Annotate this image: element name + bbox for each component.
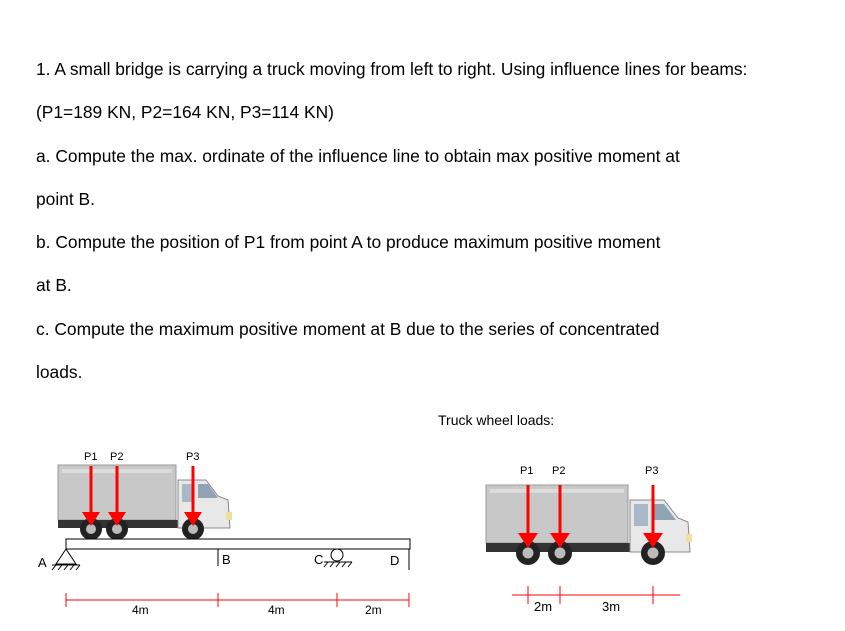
beam-truck [58,465,232,540]
part-a-line-1: a. Compute the max. ordinate of the influence line to obtain max positive moment at [36,146,680,166]
part-c-line-2: loads. [36,362,83,382]
part-b-line-2: at B. [36,275,72,295]
part-a-line-2: point B. [36,189,95,209]
part-b-line-1: b. Compute the position of P1 from point A to produce maximum positive moment [36,232,661,252]
truck-spacing-p2-p3: 3m [602,599,621,614]
span-label-ab: 4m [132,603,149,617]
truck [486,485,692,565]
truck-diagram [438,412,692,614]
beam-diagram [38,451,410,617]
bridge-figure [0,400,845,631]
support-label-c: C [314,552,324,567]
truck-label-p1: P1 [520,465,534,477]
beam-label-p1: P1 [84,451,98,463]
span-label-cd: 2m [365,603,382,617]
support-label-d: D [390,553,400,568]
support-label-b: B [222,552,231,567]
beam-dimension-line [66,593,409,607]
load-values: (P1=189 KN, P2=164 KN, P3=114 KN) [36,102,334,122]
problem-statement: 1. A small bridge is carrying a truck moving from left to right. Using influence lines for beams: [36,59,748,79]
truck-label-p3: P3 [645,465,659,477]
support-a-pin [52,549,80,570]
beam-label-p3: P3 [186,451,200,463]
truck-figure-title: Truck wheel loads: [438,412,555,428]
truck-spacing-p1-p2: 2m [534,599,553,614]
truck-label-p2: P2 [552,465,566,477]
part-c-line-1: c. Compute the maximum positive moment at B due to the series of concentrated [36,319,660,339]
support-label-a: A [38,555,47,570]
support-c-roller [324,549,352,567]
beam-label-p2: P2 [110,451,124,463]
beam [66,539,410,549]
span-label-bc: 4m [268,603,285,617]
